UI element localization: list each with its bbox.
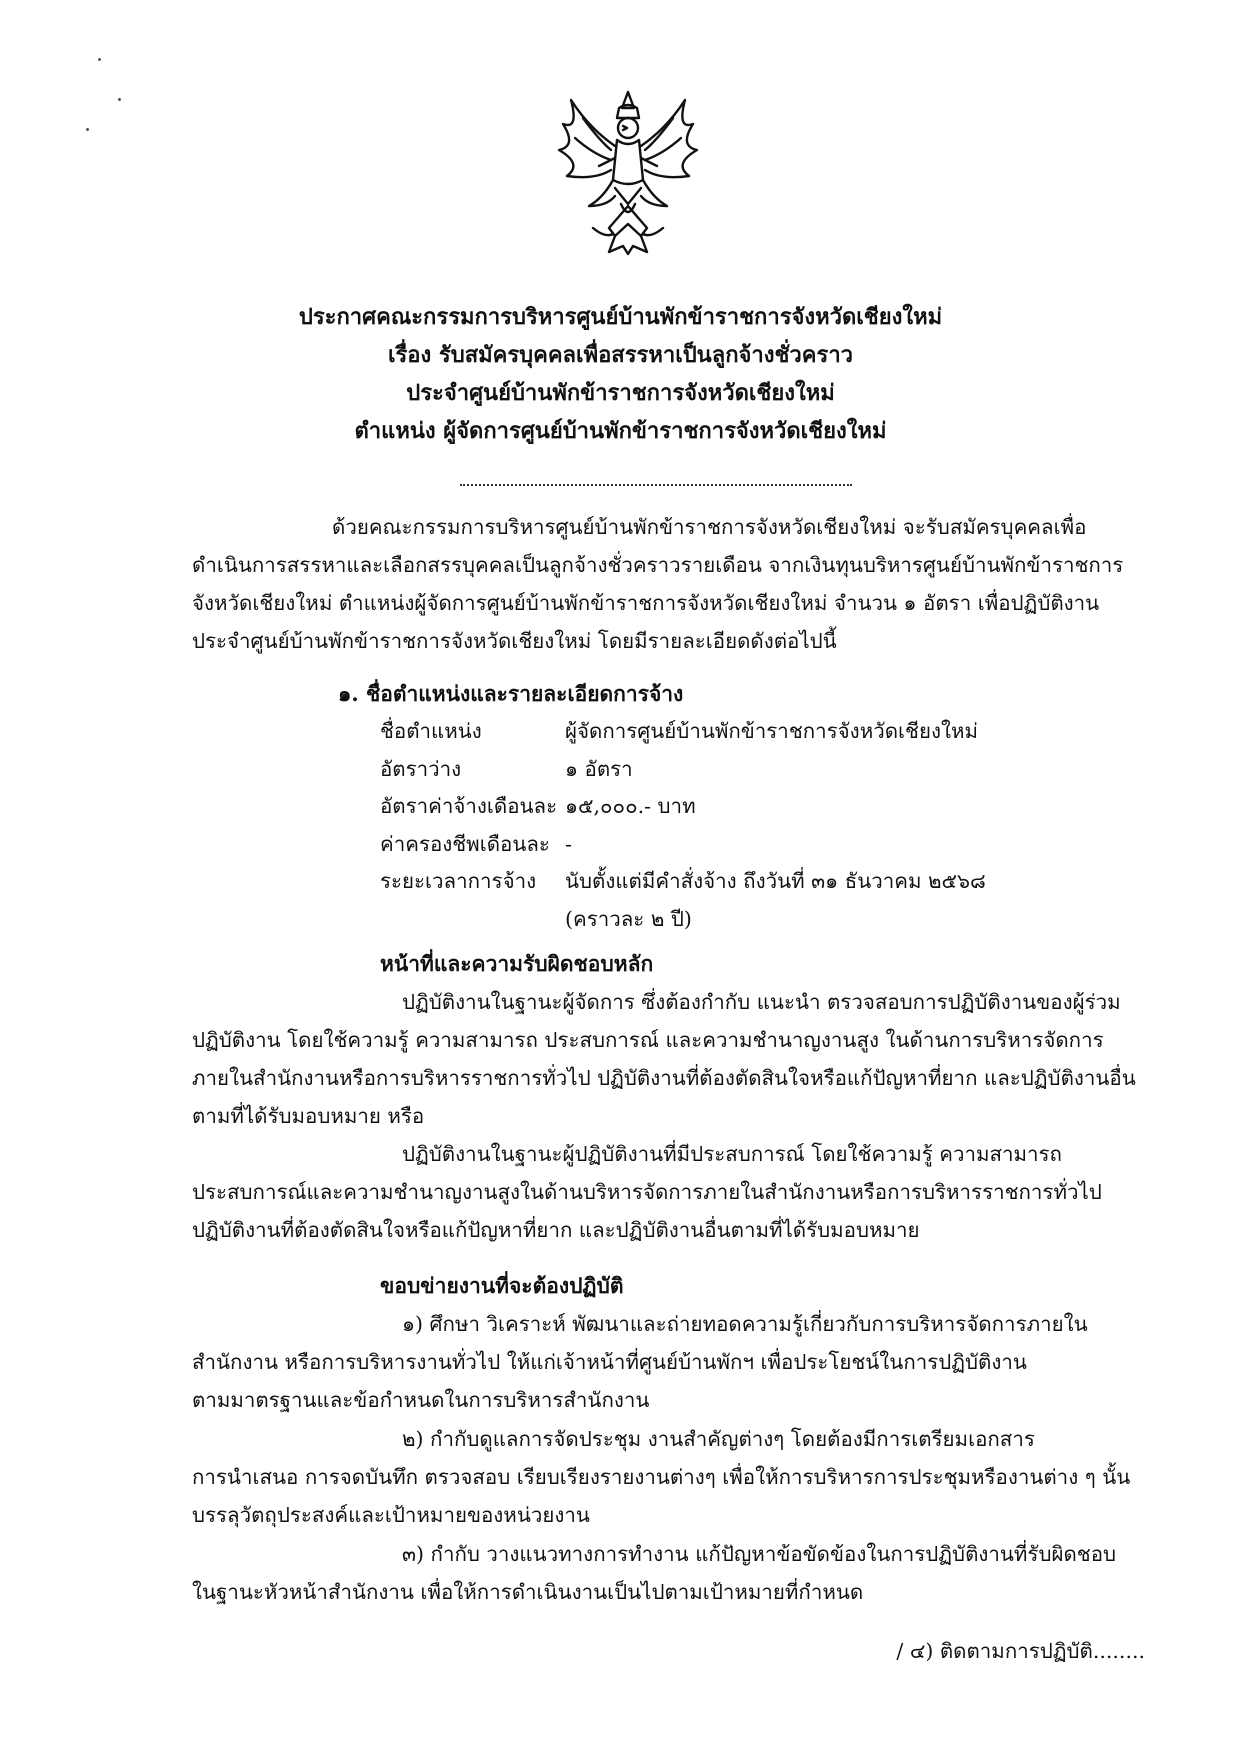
scope-line: ตามมาตรฐานและข้อกำหนดในการบริหารสำนักงาน	[192, 1388, 650, 1412]
scope-line: สำนักงาน หรือการบริหารงานทั่วไป ให้แก่เจ้าหน้าที่ศูนย์บ้านพักฯ เพื่อประโยชน์ในการปฏิบัติงาน	[192, 1350, 1027, 1374]
title-line: ตำแหน่ง ผู้จัดการศูนย์บ้านพักข้าราชการจังหวัดเชียงใหม่	[354, 418, 887, 444]
scope-line: ๓) กำกับ วางแนวทางการทำงาน แก้ปัญหาข้อขัดข้องในการปฏิบัติงานที่รับผิดชอบ	[402, 1542, 1117, 1566]
duties-line: ปฏิบัติงานในฐานะผู้ปฏิบัติงานที่มีประสบการณ์ โดยใช้ความรู้ ความสามารถ	[402, 1142, 1062, 1166]
detail-value: ๑ อัตรา	[565, 756, 633, 781]
duties-line: ประสบการณ์และความชำนาญงานสูงในด้านบริหารจัดการภายในสำนักงานหรือการบริหารราชการทั่วไป	[192, 1180, 1102, 1204]
garuda-emblem-icon	[553, 88, 703, 258]
detail-value: (คราวละ ๒ ปี)	[565, 906, 692, 931]
detail-label	[380, 901, 565, 939]
section-1-heading: ๑. ชื่อตำแหน่งและรายละเอียดการจ้าง	[338, 681, 684, 706]
detail-row	[380, 788, 986, 826]
duties-line: ภายในสำนักงานหรือการบริหารราชการทั่วไป ปฏิบัติงานที่ต้องตัดสินใจหรือแก้ปัญหาที่ยาก และปฏิบัติงานอื่น	[192, 1066, 1136, 1090]
announcement-title	[0, 298, 1241, 450]
scope-line: ๑) ศึกษา วิเคราะห์ พัฒนาและถ่ายทอดความรู้เกี่ยวกับการบริหารจัดการภายใน	[402, 1312, 1088, 1336]
detail-row	[380, 863, 986, 901]
detail-row	[380, 713, 986, 751]
detail-label: ค่าครองชีพเดือนละ	[380, 831, 550, 856]
intro-line: จังหวัดเชียงใหม่ ตำแหน่งผู้จัดการศูนย์บ้านพักข้าราชการจังหวัดเชียงใหม่ จำนวน ๑ อัตรา เพื่อปฏิบัติงาน	[192, 591, 1100, 615]
duties-line: ตามที่ได้รับมอบหมาย หรือ	[192, 1104, 425, 1128]
detail-row	[380, 751, 986, 789]
detail-value: ผู้จัดการศูนย์บ้านพักข้าราชการจังหวัดเชียงใหม่	[565, 719, 979, 743]
employment-details	[380, 713, 986, 938]
scan-speck	[98, 58, 101, 61]
title-line: เรื่อง รับสมัครบุคคลเพื่อสรรหาเป็นลูกจ้างชั่วคราว	[387, 342, 854, 368]
detail-value: นับตั้งแต่มีคำสั่งจ้าง ถึงวันที่ ๓๑ ธันวาคม ๒๕๖๘	[565, 869, 986, 893]
scope-heading: ขอบข่ายงานที่จะต้องปฏิบัติ	[380, 1273, 624, 1298]
scope-line: ๒) กำกับดูแลการจัดประชุม งานสำคัญต่างๆ โดยต้องมีการเตรียมเอกสาร	[402, 1427, 1035, 1451]
intro-paragraph	[192, 508, 1130, 660]
scope-item-1	[192, 1305, 1130, 1419]
next-page-continuation: / ๔) ติดตามการปฏิบัติ........	[896, 1639, 1145, 1663]
duties-line: ปฏิบัติงานที่ต้องตัดสินใจหรือแก้ปัญหาที่ยาก และปฏิบัติงานอื่นตามที่ได้รับมอบหมาย	[192, 1218, 920, 1242]
scope-line: การนำเสนอ การจดบันทึก ตรวจสอบ เรียบเรียงรายงานต่างๆ เพื่อให้การบริหารการประชุมหรืองานต่าง ๆ นั้น	[192, 1465, 1131, 1489]
title-line: ประจำศูนย์บ้านพักข้าราชการจังหวัดเชียงใหม่	[406, 380, 835, 406]
detail-value: -	[565, 831, 572, 856]
detail-row	[380, 826, 986, 864]
duties-paragraph-2	[192, 1135, 1130, 1249]
intro-line: ดำเนินการสรรหาและเลือกสรรบุคคลเป็นลูกจ้างชั่วคราวรายเดือน จากเงินทุนบริหารศูนย์บ้านพักข้าราชการ	[192, 553, 1124, 577]
detail-label: อัตราว่าง	[380, 756, 462, 781]
detail-label: ชื่อตำแหน่ง	[380, 719, 482, 743]
scan-speck	[86, 128, 89, 131]
duties-line: ปฏิบัติงานในฐานะผู้จัดการ ซึ่งต้องกำกับ แนะนำ ตรวจสอบการปฏิบัติงานของผู้ร่วม	[402, 990, 1121, 1014]
title-line: ประกาศคณะกรรมการบริหารศูนย์บ้านพักข้าราชการจังหวัดเชียงใหม่	[298, 304, 943, 330]
duties-line: ปฏิบัติงาน โดยใช้ความรู้ ความสามารถ ประสบการณ์ และความชำนาญงานสูง ในด้านการบริหารจัดการ	[192, 1028, 1104, 1052]
detail-label: อัตราค่าจ้างเดือนละ	[380, 794, 558, 818]
scope-line: บรรลุวัตถุประสงค์และเป้าหมายของหน่วยงาน	[192, 1503, 590, 1527]
intro-line: ประจำศูนย์บ้านพักข้าราชการจังหวัดเชียงใหม่ โดยมีรายละเอียดดังต่อไปนี้	[192, 629, 837, 653]
scope-item-2	[192, 1420, 1130, 1534]
detail-row	[380, 901, 986, 939]
scan-speck	[118, 98, 121, 101]
title-divider	[460, 484, 852, 486]
detail-value: ๑๕,๐๐๐.- บาท	[565, 794, 696, 818]
duties-paragraph-1	[192, 983, 1136, 1135]
intro-line: ด้วยคณะกรรมการบริหารศูนย์บ้านพักข้าราชการจังหวัดเชียงใหม่ จะรับสมัครบุคคลเพื่อ	[332, 515, 1087, 539]
detail-label: ระยะเวลาการจ้าง	[380, 869, 537, 893]
duties-heading: หน้าที่และความรับผิดชอบหลัก	[380, 951, 654, 976]
scope-line: ในฐานะหัวหน้าสำนักงาน เพื่อให้การดำเนินงานเป็นไปตามเป้าหมายที่กำหนด	[192, 1580, 864, 1604]
scope-item-3	[192, 1535, 1130, 1611]
